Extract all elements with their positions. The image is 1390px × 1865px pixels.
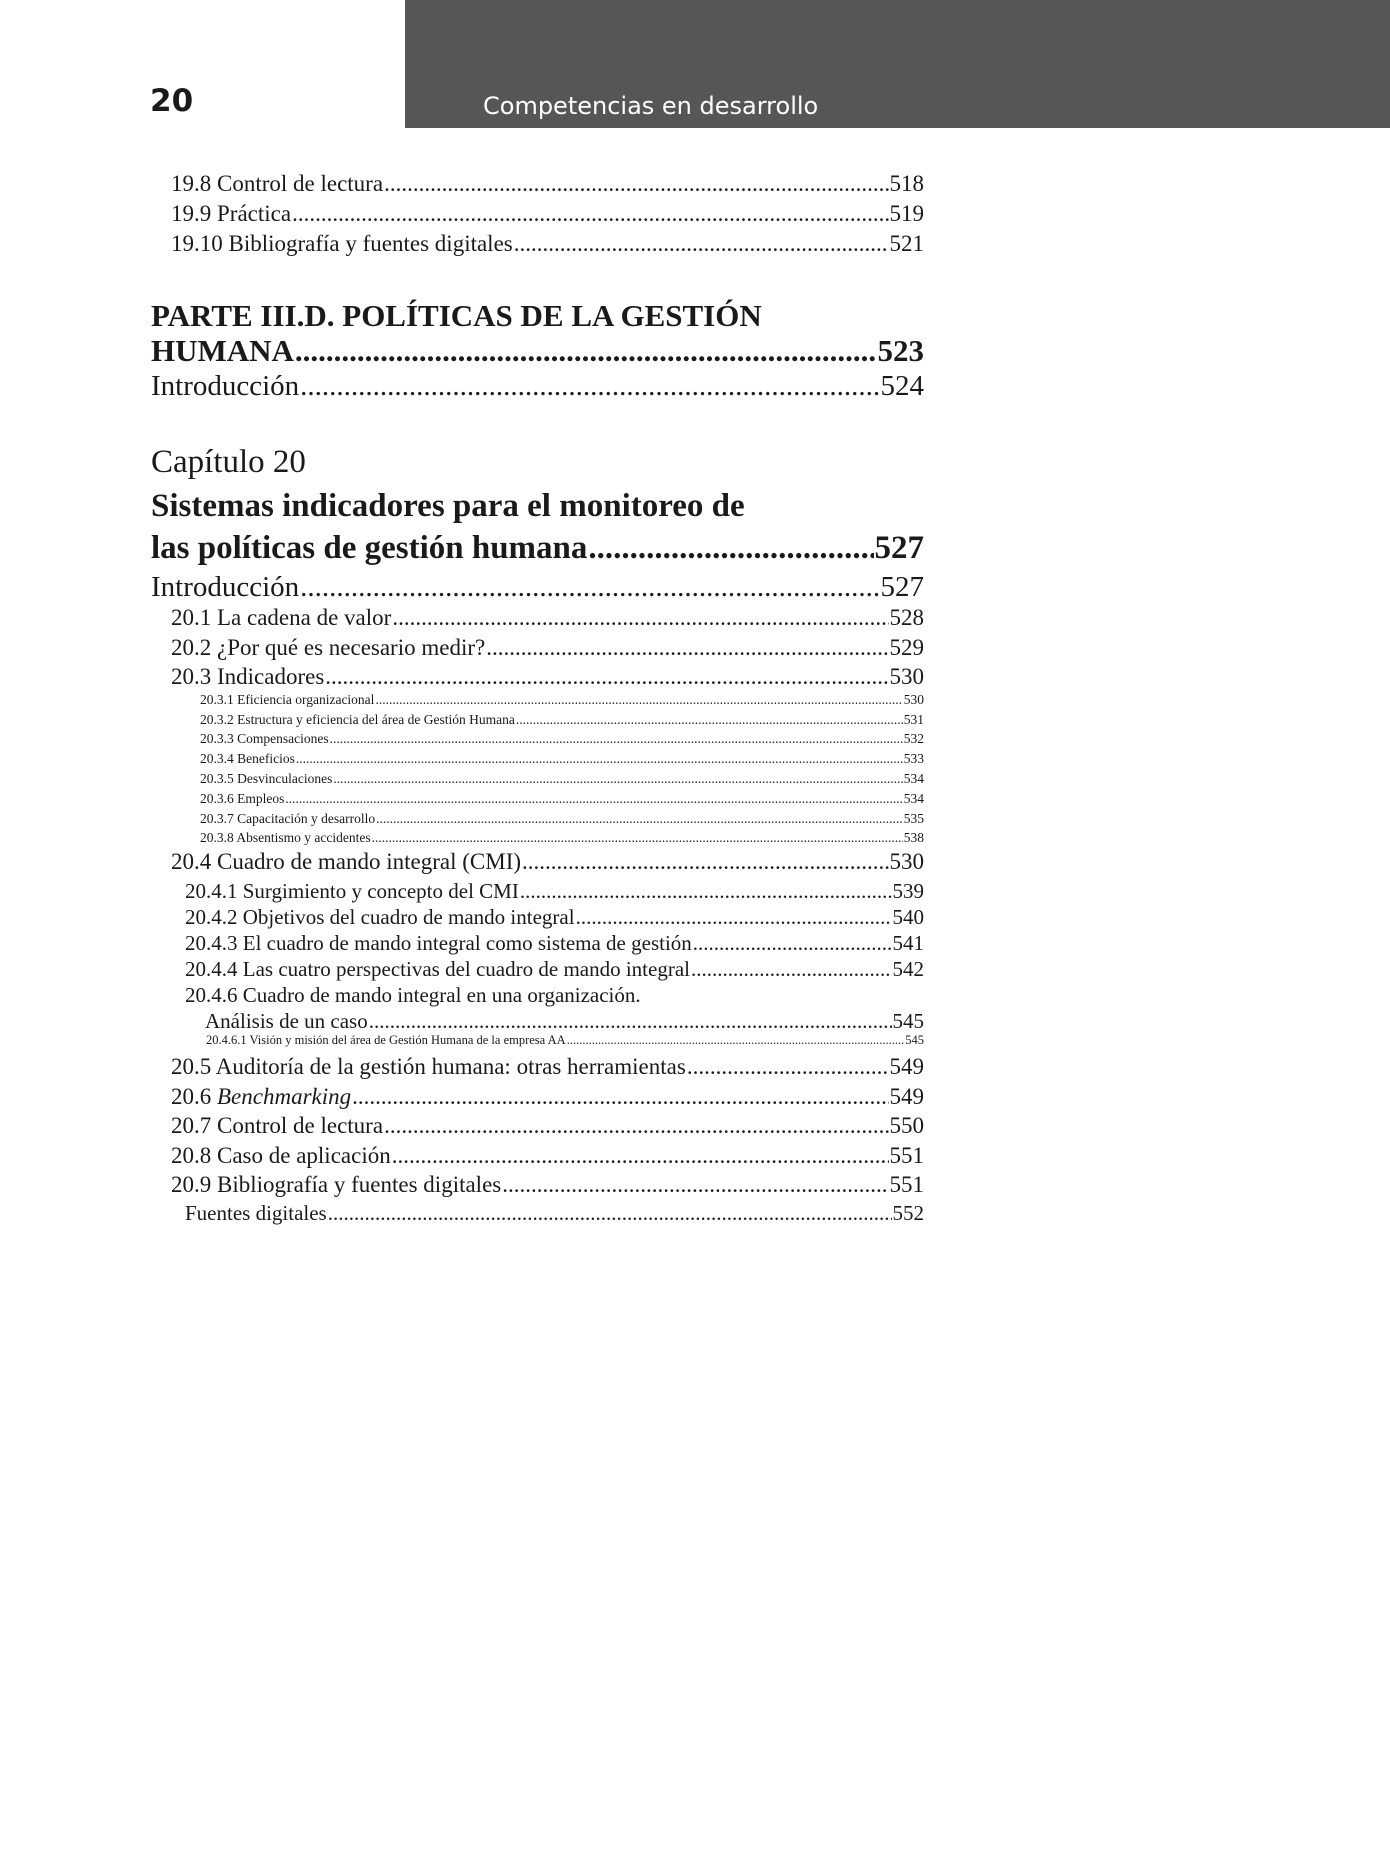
toc-entry-page: 551 <box>889 1172 924 1197</box>
toc-entry[interactable] <box>171 171 924 197</box>
toc-entry-label: 20.8 Caso de aplicación <box>171 1143 391 1168</box>
toc-entry-label: 20.3.7 Capacitación y desarrollo <box>200 811 376 826</box>
toc-entry-page: 518 <box>889 171 924 196</box>
dot-leader <box>330 731 903 747</box>
part-page: 523 <box>877 333 924 368</box>
dot-leader <box>328 1201 892 1226</box>
toc-subentry[interactable] <box>200 830 924 846</box>
dot-leader <box>295 333 877 369</box>
toc-entry-label: Introducción <box>151 571 300 603</box>
dot-leader <box>588 530 873 567</box>
toc-entry-label: 20.2 ¿Por qué es necesario medir? <box>171 635 486 660</box>
toc-entry[interactable] <box>171 1054 924 1080</box>
toc-subentry[interactable] <box>185 905 924 930</box>
dot-leader <box>376 811 903 827</box>
toc-subentry[interactable] <box>185 957 924 982</box>
toc-entry-page: 538 <box>903 830 924 845</box>
toc-entry-label: 20.3.2 Estructura y eficiencia del área de Gestión Humana <box>200 712 515 727</box>
dot-leader <box>576 905 892 930</box>
toc-entry[interactable] <box>171 664 924 690</box>
chapter-intro-entry[interactable] <box>151 571 924 604</box>
chapter-number: Capítulo 20 <box>151 444 306 480</box>
dot-leader <box>296 751 903 767</box>
dot-leader <box>384 171 888 197</box>
toc-entry-label: Análisis de un caso <box>205 1009 368 1033</box>
toc-entry[interactable] <box>171 231 924 257</box>
dot-leader <box>502 1172 888 1198</box>
toc-entry-label: 20.3.3 Compensaciones <box>200 731 329 746</box>
page-number: 20 <box>150 83 194 119</box>
dot-leader <box>486 635 888 661</box>
chapter-entry[interactable] <box>151 530 924 567</box>
toc-entry-page: 539 <box>892 879 924 903</box>
toc-entry[interactable] <box>171 849 924 875</box>
toc-entry-label: 20.4.4 Las cuatro perspectivas del cuadro de mando integral <box>185 957 690 981</box>
toc-entry-label: Fuentes digitales <box>185 1201 327 1225</box>
dot-leader <box>285 791 902 807</box>
chapter-title-line2: las políticas de gestión humana <box>151 530 588 566</box>
toc-entry-label: 20.4.6.1 Visión y misión del área de Gestión Humana de la empresa AA <box>206 1033 566 1047</box>
toc-entry-label: 20.4.3 El cuadro de mando integral como sistema de gestión <box>185 931 692 955</box>
dot-leader <box>687 1054 889 1080</box>
part-entry[interactable] <box>151 333 924 369</box>
toc-entry-page: 534 <box>903 771 924 786</box>
toc-entry[interactable] <box>171 1113 924 1139</box>
toc-entry-label: 19.9 Práctica <box>171 201 292 226</box>
toc-subentry[interactable] <box>200 751 924 767</box>
dot-leader <box>567 1033 905 1048</box>
toc-entry-label: 20.3.1 Eficiencia organizacional <box>200 692 375 707</box>
toc-entry-page: 550 <box>889 1113 924 1138</box>
toc-entry-number: 20.6 <box>171 1084 217 1109</box>
toc-entry[interactable] <box>171 605 924 631</box>
toc-entry-page: 524 <box>880 370 924 402</box>
toc-entry-page: 549 <box>889 1084 924 1109</box>
dot-leader <box>522 849 888 875</box>
toc-entry-label: 20.3.4 Beneficios <box>200 751 295 766</box>
dot-leader <box>352 1084 888 1110</box>
toc-entry-page: 521 <box>889 231 924 256</box>
toc-entry-page: 531 <box>903 712 924 727</box>
part-title-line2: HUMANA <box>151 333 294 368</box>
dot-leader <box>300 571 879 604</box>
toc-entry-label: 20.4.1 Surgimiento y concepto del CMI <box>185 879 519 903</box>
toc-entry[interactable] <box>171 1143 924 1169</box>
toc-entry[interactable] <box>171 1172 924 1198</box>
toc-entry-page: 551 <box>889 1143 924 1168</box>
toc-entry-page: 540 <box>892 905 924 929</box>
toc-entry-page: 530 <box>889 664 924 689</box>
toc-entry-page: 527 <box>880 571 924 603</box>
toc-entry-label: 20.7 Control de lectura <box>171 1113 384 1138</box>
dot-leader <box>333 771 902 787</box>
toc-entry-page: 542 <box>892 957 924 981</box>
toc-subentry[interactable] <box>185 879 924 904</box>
toc-entry-page: 534 <box>903 791 924 806</box>
dot-leader <box>372 830 903 846</box>
toc-subentry[interactable] <box>200 731 924 747</box>
toc-entry-page: 549 <box>889 1054 924 1079</box>
toc-entry-label: 20.3.5 Desvinculaciones <box>200 771 333 786</box>
toc-entry-label: 20.4.2 Objetivos del cuadro de mando integral <box>185 905 575 929</box>
toc-subentry[interactable] <box>200 712 924 728</box>
part-intro-entry[interactable] <box>151 370 924 403</box>
dot-leader <box>392 1143 889 1169</box>
toc-entry-page: 541 <box>892 931 924 955</box>
toc-entry[interactable] <box>171 201 924 227</box>
toc-entry-label: Introducción <box>151 370 300 402</box>
toc-entry-page: 552 <box>892 1201 924 1225</box>
toc-subentry[interactable] <box>205 1009 924 1034</box>
toc-subentry[interactable] <box>185 931 924 956</box>
dot-leader <box>520 879 892 904</box>
dot-leader <box>514 231 889 257</box>
running-title: Competencias en desarrollo <box>483 92 819 120</box>
chapter-page: 527 <box>874 530 924 566</box>
toc-entry-page: 528 <box>889 605 924 630</box>
toc-subentry[interactable] <box>200 692 924 708</box>
toc-entry-label: 19.10 Bibliografía y fuentes digitales <box>171 231 513 256</box>
chapter-title-line1: Sistemas indicadores para el monitoreo de <box>151 488 745 524</box>
toc-entry-page: 535 <box>903 811 924 826</box>
dot-leader <box>375 692 902 708</box>
toc-entry-label: 20.5 Auditoría de la gestión humana: otras herramientas <box>171 1054 686 1079</box>
toc-entry[interactable] <box>171 635 924 661</box>
toc-entry-page: 529 <box>889 635 924 660</box>
dot-leader <box>516 712 903 728</box>
toc-entry-page: 532 <box>903 731 924 746</box>
toc-subentry[interactable] <box>200 811 924 827</box>
dot-leader <box>384 1113 888 1139</box>
toc-subentry[interactable] <box>206 1033 924 1048</box>
toc-entry-page: 530 <box>889 849 924 874</box>
toc-subentry[interactable] <box>185 1201 924 1226</box>
toc-entry-label: 20.3 Indicadores <box>171 664 325 689</box>
toc-entry-label: 20.9 Bibliografía y fuentes digitales <box>171 1172 502 1197</box>
dot-leader <box>292 201 888 227</box>
toc-entry-label: 20.1 La cadena de valor <box>171 605 392 630</box>
toc-entry-label <box>171 1084 351 1110</box>
dot-leader <box>693 931 892 956</box>
toc-entry-page: 533 <box>903 751 924 766</box>
dot-leader <box>300 370 879 403</box>
part-title-line1: PARTE III.D. POLÍTICAS DE LA GESTIÓN <box>151 298 762 333</box>
dot-leader <box>392 605 888 631</box>
toc-entry-label: 19.8 Control de lectura <box>171 171 384 196</box>
toc-subentry[interactable] <box>200 771 924 787</box>
toc-subentry-line1: 20.4.6 Cuadro de mando integral en una organización. <box>185 983 641 1007</box>
toc-entry-page: 545 <box>892 1009 924 1033</box>
toc-entry-label: 20.4 Cuadro de mando integral (CMI) <box>171 849 522 874</box>
toc-entry-page: 519 <box>889 201 924 226</box>
toc-entry-page: 545 <box>905 1033 924 1047</box>
toc-entry-label: 20.3.6 Empleos <box>200 791 285 806</box>
toc-subentry[interactable] <box>200 791 924 807</box>
dot-leader <box>691 957 892 982</box>
toc-entry-label: 20.3.8 Absentismo y accidentes <box>200 830 371 845</box>
dot-leader <box>369 1009 892 1034</box>
dot-leader <box>325 664 888 690</box>
toc-entry[interactable] <box>171 1084 924 1110</box>
toc-entry-italic-title: Benchmarking <box>217 1084 352 1109</box>
toc-entry-page: 530 <box>903 692 924 707</box>
